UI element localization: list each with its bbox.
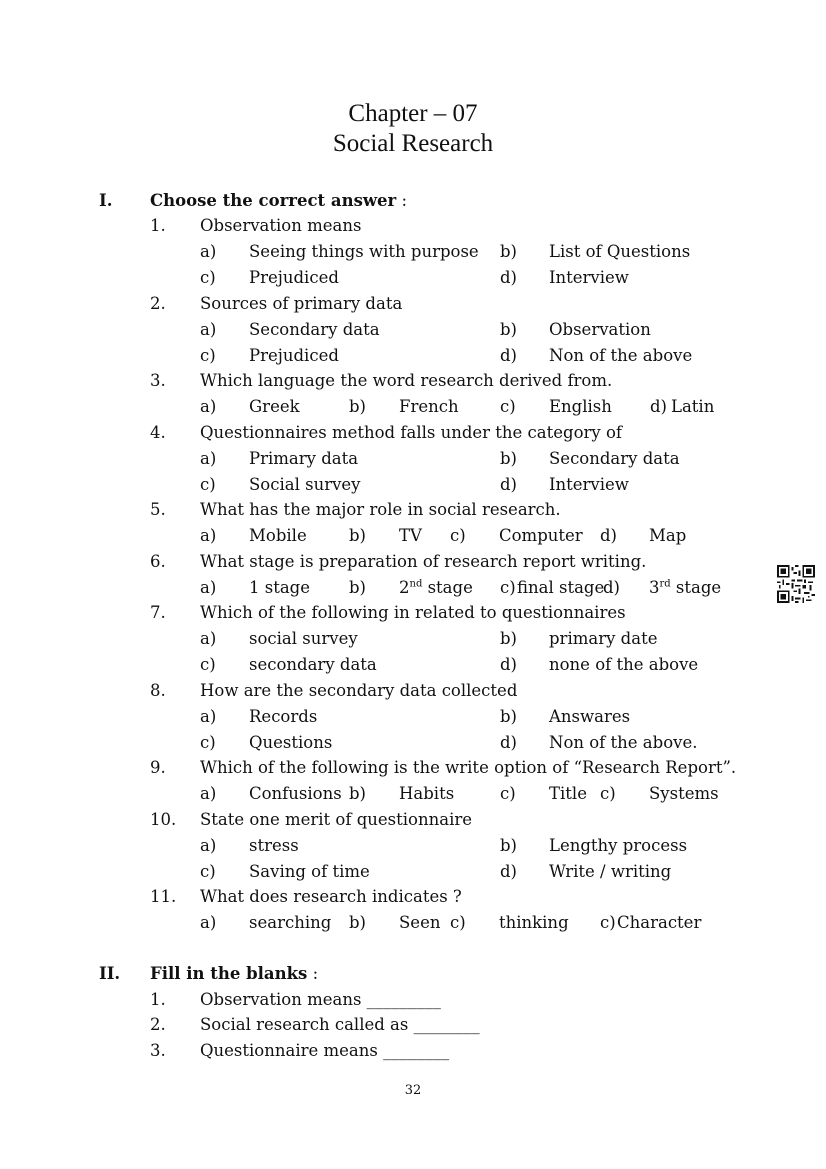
option-text: primary date [549, 628, 658, 648]
question-number: 8. [150, 681, 166, 700]
option-text: Prejudiced [249, 345, 339, 365]
option-label: a) [200, 525, 217, 545]
page-number: 32 [404, 1083, 422, 1098]
option-text: English [549, 396, 612, 416]
option-label: c) [200, 861, 216, 881]
option-text: Secondary data [549, 448, 680, 468]
option-text: 2nd stage [399, 577, 473, 597]
option-label: b) [349, 577, 366, 597]
option-text: final stage [517, 577, 605, 597]
blank-text: Social research called as ________ [200, 1015, 480, 1034]
blank-number: 3. [150, 1041, 166, 1060]
option-label: d) [500, 345, 517, 365]
option-text: Answares [549, 706, 631, 726]
blank-number: 1. [150, 990, 166, 1009]
option-text: thinking [499, 912, 569, 932]
chapter-subtitle: Social Research [332, 130, 494, 157]
option-label: b) [500, 448, 517, 468]
option-text: Seeing things with purpose [249, 241, 479, 261]
option-text: Write / writing [549, 861, 672, 881]
option-text: Habits [399, 783, 455, 803]
option-label: a) [200, 783, 217, 803]
option-text: French [399, 396, 459, 416]
section-number: I. [99, 191, 113, 210]
option-text: Interview [549, 267, 629, 287]
question-number: 3. [150, 371, 166, 390]
option-label: b) [500, 835, 517, 855]
option-label: a) [200, 241, 217, 261]
option-text: Systems [649, 783, 719, 803]
option-label: c) [600, 912, 616, 932]
option-label: c) [200, 267, 216, 287]
section-heading: Fill in the blanks : [150, 964, 319, 983]
blank-number: 2. [150, 1015, 166, 1034]
option-text: TV [399, 525, 422, 545]
section-heading: Choose the correct answer : [150, 191, 408, 210]
option-label: d) [600, 525, 617, 545]
option-label: b) [349, 525, 366, 545]
option-label: c) [200, 732, 216, 752]
question-text: Questionnaires method falls under the category of [200, 423, 623, 442]
option-label: a) [200, 319, 217, 339]
option-label: b) [500, 628, 517, 648]
option-label: c) [200, 474, 216, 494]
option-text: Social survey [249, 474, 361, 494]
option-text: 1 stage [249, 577, 311, 597]
option-label: a) [200, 628, 217, 648]
option-label: c) [200, 345, 216, 365]
option-text: Records [249, 706, 318, 726]
option-text: Mobile [249, 525, 307, 545]
question-text: Which language the word research derived from. [200, 371, 613, 390]
option-text: none of the above [549, 654, 699, 674]
option-text: Primary data [249, 448, 359, 468]
option-text: List of Questions [549, 241, 691, 261]
option-text: Title [549, 783, 587, 803]
option-label: a) [200, 577, 217, 597]
blank-text: Observation means _________ [200, 990, 441, 1009]
question-text: How are the secondary data collected [200, 681, 518, 700]
option-text: Character [617, 912, 702, 932]
question-number: 10. [150, 810, 177, 829]
option-text: Non of the above [549, 345, 693, 365]
option-text: secondary data [249, 654, 377, 674]
option-label: d) [500, 861, 517, 881]
option-text: Computer [499, 525, 583, 545]
option-text: Lengthy process [549, 835, 688, 855]
option-text: Greek [249, 396, 300, 416]
question-number: 2. [150, 294, 166, 313]
option-label: c) [500, 577, 516, 597]
question-number: 7. [150, 603, 166, 622]
chapter-title: Chapter – 07 [348, 100, 478, 127]
option-text: Map [649, 525, 687, 545]
question-number: 6. [150, 552, 166, 571]
question-number: 1. [150, 216, 166, 235]
option-label: b) [500, 706, 517, 726]
question-text: Which of the following is the write option of “Research Report”. [200, 758, 737, 777]
option-label: b) [349, 396, 366, 416]
option-label: a) [200, 706, 217, 726]
option-text: Seen [399, 912, 441, 932]
option-text: social survey [249, 628, 358, 648]
option-label: d) [500, 267, 517, 287]
blank-text: Questionnaire means ________ [200, 1041, 450, 1060]
option-label: b) [349, 783, 366, 803]
option-label: d) [603, 577, 620, 597]
option-text: Questions [249, 732, 333, 752]
question-number: 5. [150, 500, 166, 519]
option-label: c) [450, 525, 466, 545]
question-number: 9. [150, 758, 166, 777]
section-number: II. [99, 964, 121, 983]
option-text: 3rd stage [649, 577, 722, 597]
option-label: a) [200, 912, 217, 932]
option-label: d) [650, 396, 667, 416]
question-number: 4. [150, 423, 166, 442]
question-text: Which of the following in related to questionnaires [200, 603, 626, 622]
option-label: c) [500, 783, 516, 803]
question-number: 11. [150, 887, 177, 906]
option-text: Secondary data [249, 319, 380, 339]
option-text: Observation [549, 319, 651, 339]
option-label: a) [200, 835, 217, 855]
option-label: a) [200, 396, 217, 416]
question-text: Observation means [200, 216, 362, 235]
option-text: Saving of time [249, 861, 370, 881]
option-label: d) [500, 654, 517, 674]
option-label: b) [500, 319, 517, 339]
option-label: b) [500, 241, 517, 261]
option-text: stress [249, 835, 299, 855]
question-text: Sources of primary data [200, 294, 403, 313]
option-label: c) [200, 654, 216, 674]
option-label: a) [200, 448, 217, 468]
question-text: State one merit of questionnaire [200, 810, 473, 829]
question-text: What stage is preparation of research report writing. [200, 552, 647, 571]
option-text: Confusions [249, 783, 342, 803]
option-label: b) [349, 912, 366, 932]
option-label: c) [500, 396, 516, 416]
question-text: What has the major role in social research. [200, 500, 561, 519]
option-label: c) [450, 912, 466, 932]
option-text: searching [249, 912, 332, 932]
option-label: c) [600, 783, 616, 803]
qr-code-icon [777, 565, 815, 603]
option-text: Latin [671, 396, 715, 416]
option-text: Interview [549, 474, 629, 494]
question-text: What does research indicates ? [200, 887, 462, 906]
option-text: Non of the above. [549, 732, 698, 752]
option-text: Prejudiced [249, 267, 339, 287]
option-label: d) [500, 732, 517, 752]
option-label: d) [500, 474, 517, 494]
